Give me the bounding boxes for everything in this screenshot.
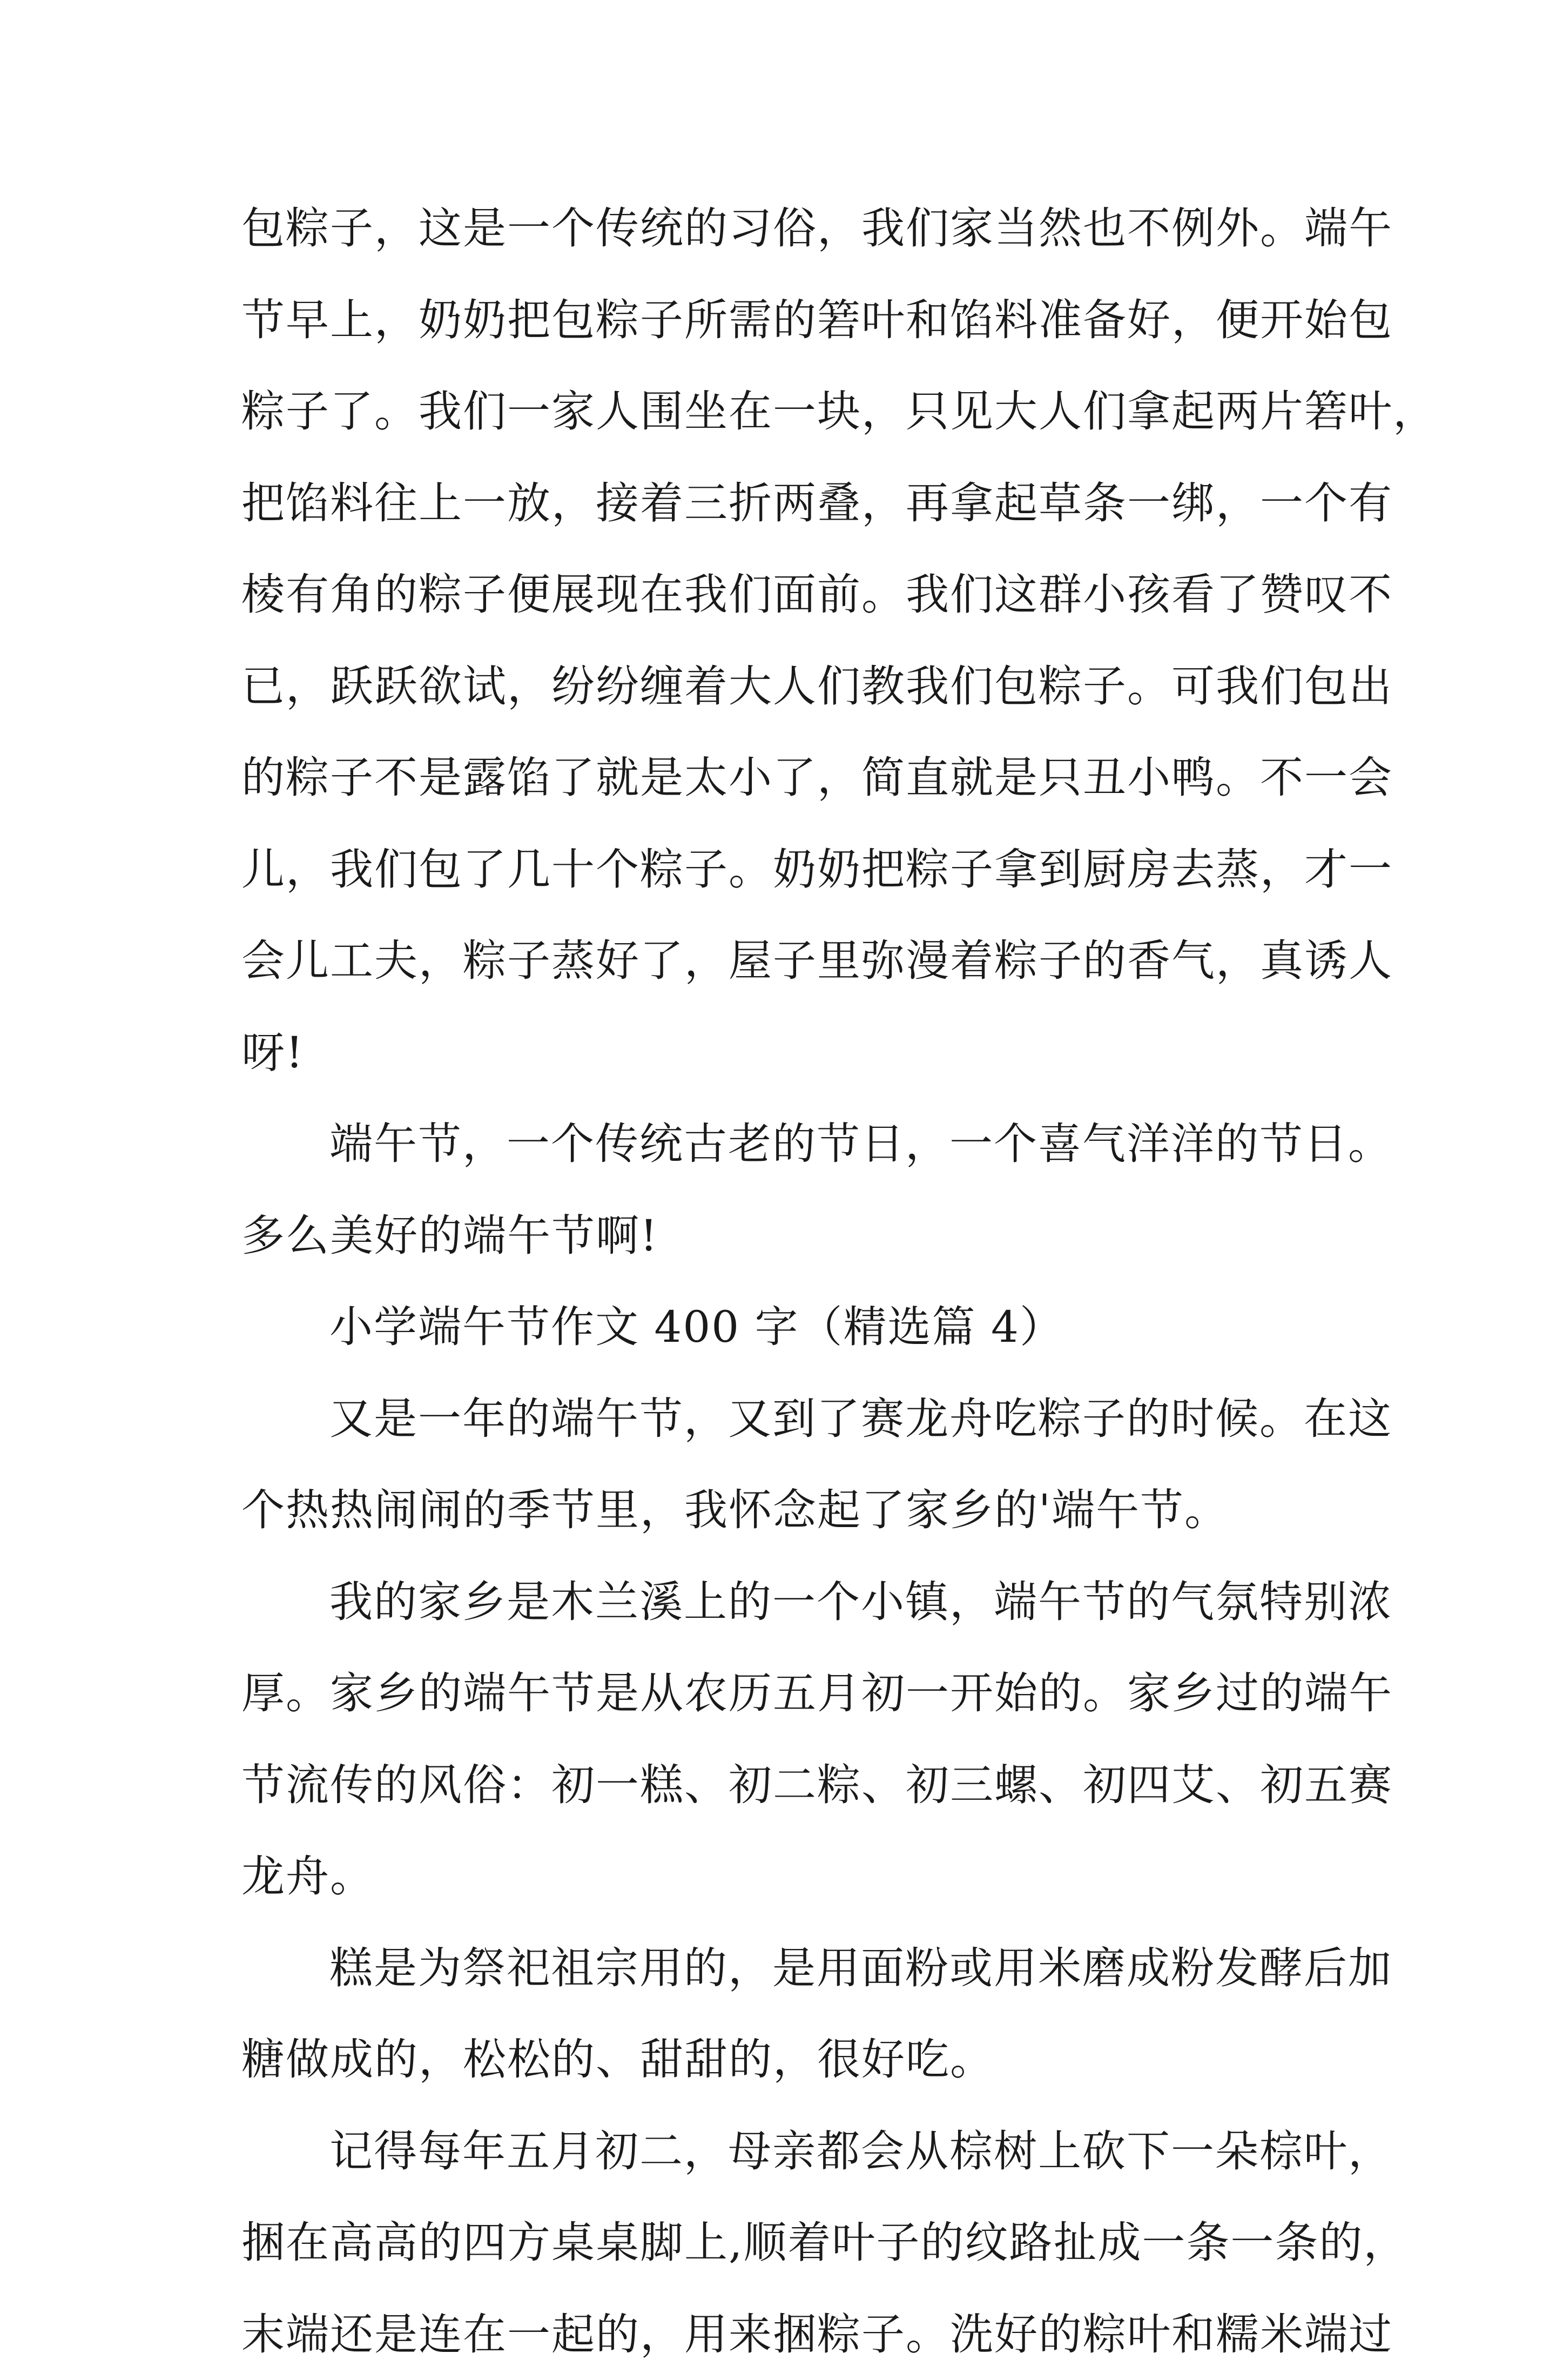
section-heading: 小学端午节作文 400 字（精选篇 4）	[241, 1281, 1338, 1373]
text-line: 多么美好的端午节啊!	[241, 1190, 1338, 1282]
text-line: 节早上，奶奶把包粽子所需的箬叶和馅料准备好，便开始包	[241, 274, 1338, 366]
text-line: 粽子了。我们一家人围坐在一块，只见大人们拿起两片箬叶，	[241, 366, 1338, 458]
text-line: 末端还是连在一起的，用来捆粽子。洗好的粽叶和糯米端过	[241, 2289, 1338, 2380]
text-line: 端午节，一个传统古老的节日，一个喜气洋洋的节日。	[241, 1098, 1338, 1190]
text-line: 龙舟。	[241, 1831, 1338, 1922]
text-line: 厚。家乡的端午节是从农历五月初一开始的。家乡过的端午	[241, 1648, 1338, 1739]
text-line: 呀!	[241, 1007, 1338, 1099]
text-line: 把馅料往上一放，接着三折两叠，再拿起草条一绑，一个有	[241, 458, 1338, 549]
text-line: 儿，我们包了几十个粽子。奶奶把粽子拿到厨房去蒸，才一	[241, 824, 1338, 916]
text-line: 包粽子，这是一个传统的习俗，我们家当然也不例外。端午	[241, 183, 1338, 274]
text-line: 的粽子不是露馅了就是太小了，简直就是只丑小鸭。不一会	[241, 732, 1338, 824]
text-line: 会儿工夫，粽子蒸好了，屋子里弥漫着粽子的香气，真诱人	[241, 915, 1338, 1007]
text-line: 糕是为祭祀祖宗用的，是用面粉或用米磨成粉发酵后加	[241, 1922, 1338, 2014]
document-body	[241, 183, 1338, 2380]
text-line: 棱有角的粽子便展现在我们面前。我们这群小孩看了赞叹不	[241, 549, 1338, 641]
text-line: 已，跃跃欲试，纷纷缠着大人们教我们包粽子。可我们包出	[241, 641, 1338, 732]
text-line: 我的家乡是木兰溪上的一个小镇，端午节的气氛特别浓	[241, 1556, 1338, 1648]
text-line: 节流传的风俗：初一糕、初二粽、初三螺、初四艾、初五赛	[241, 1739, 1338, 1831]
text-line: 又是一年的端午节，又到了赛龙舟吃粽子的时候。在这	[241, 1373, 1338, 1465]
text-line: 个热热闹闹的季节里，我怀念起了家乡的'端午节。	[241, 1464, 1338, 1556]
text-line: 捆在高高的四方桌桌脚上,顺着叶子的纹路扯成一条一条的，	[241, 2197, 1338, 2289]
text-line: 记得每年五月初二，母亲都会从棕树上砍下一朵棕叶，	[241, 2106, 1338, 2197]
text-line: 糖做成的，松松的、甜甜的，很好吃。	[241, 2014, 1338, 2106]
